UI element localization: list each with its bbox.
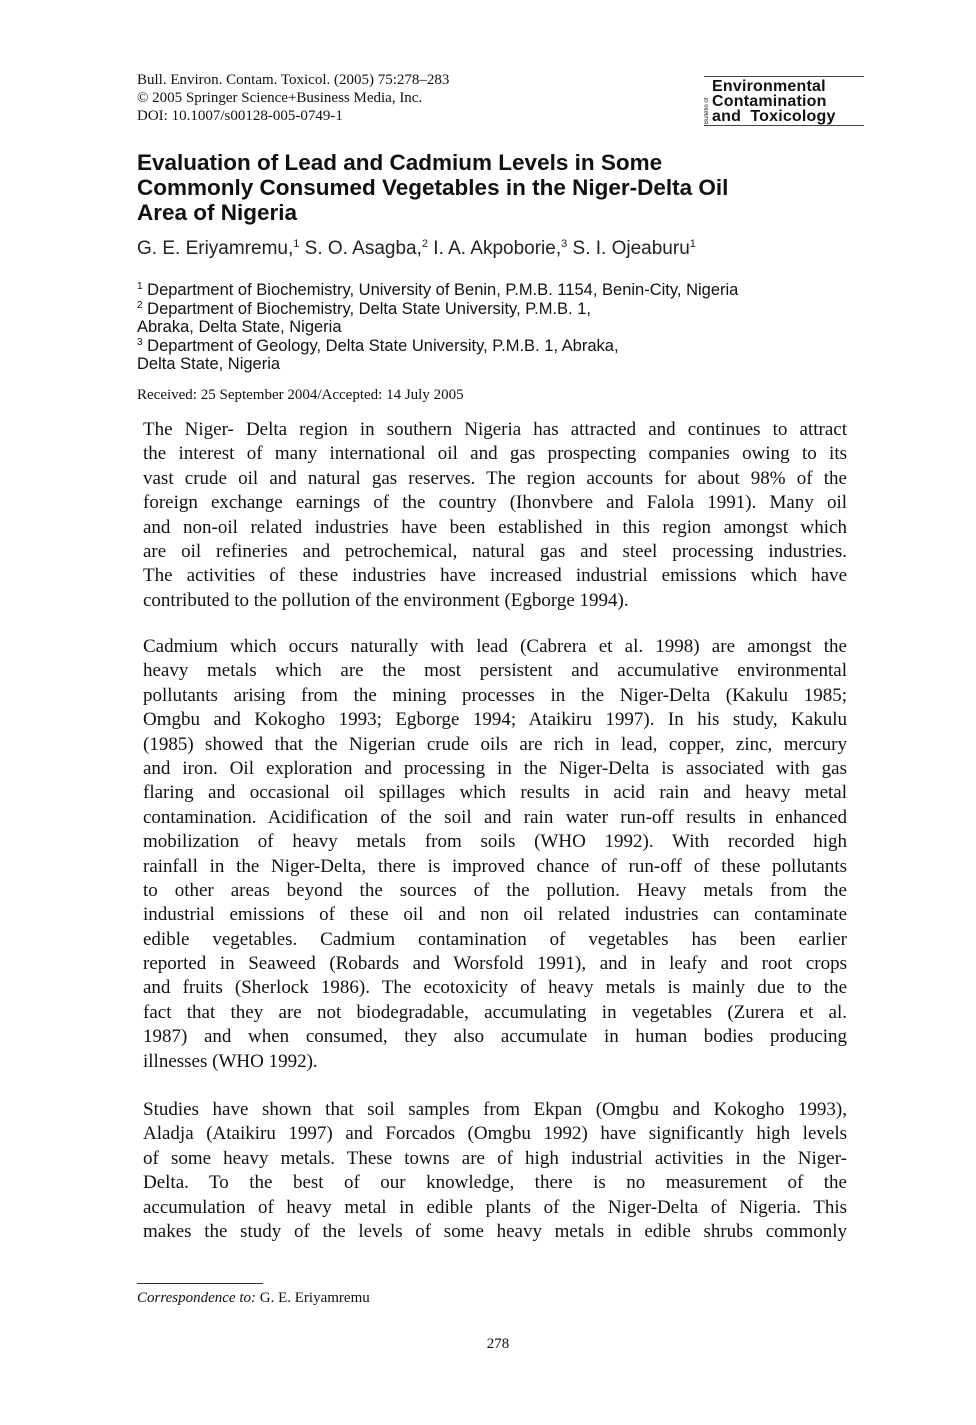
- page-number: 278: [486, 1336, 510, 1352]
- text-line: and fruits (Sherlock 1986). The ecotoxicity of heavy metals is mainly due to the: [143, 977, 847, 999]
- author-list: [137, 237, 696, 261]
- logo-line: and Toxicology: [712, 108, 836, 125]
- text-line: edible vegetables. Cadmium contamination of vegetables has been earlier: [143, 928, 847, 950]
- text-line: The activities of these industries have increased industrial emissions which have: [143, 565, 847, 587]
- affil-mark: 1: [689, 238, 696, 250]
- journal-logo: [704, 76, 864, 126]
- text-line: illnesses (WHO 1992).: [143, 1050, 318, 1072]
- text-line: the interest of many international oil and gas prospecting companies owing to its: [143, 443, 847, 465]
- copyright: © 2005 Springer Science+Business Media, Inc.: [137, 90, 423, 106]
- text-line: makes the study of the levels of some heavy metals in edible shrubs commonly: [143, 1220, 847, 1242]
- affiliation-text: Department of Biochemistry, Delta State University, P.M.B. 1,: [142, 299, 591, 318]
- correspondence-footnote: [137, 1289, 370, 1307]
- text-line: of some heavy metals. These towns are of high industrial activities in the Niger-: [143, 1147, 847, 1169]
- text-line: flaring and occasional oil spillages which results in acid rain and heavy metal: [143, 782, 847, 804]
- text-line: 1987) and when consumed, they also accumulate in human bodies producing: [143, 1026, 847, 1048]
- text-line: pollutants arising from the mining processes in the Niger-Delta (Kakulu 1985;: [143, 684, 847, 706]
- text-line: fact that they are not biodegradable, accumulating in vegetables (Zurera et al.: [143, 1001, 847, 1023]
- affiliation-text: Delta State, Nigeria: [137, 355, 281, 373]
- affiliation-text: Department of Biochemistry, University of Benin, P.M.B. 1154, Benin-City, Nigeria: [142, 281, 739, 299]
- affiliation-text: Department of Geology, Delta State University, P.M.B. 1, Abraka,: [142, 336, 619, 355]
- affiliation: [137, 300, 738, 337]
- author: G. E. Eriyamremu,: [137, 238, 294, 259]
- body-paragraph: [143, 635, 847, 1074]
- author: I. A. Akpoborie,: [428, 238, 562, 259]
- text-line: Cadmium which occurs naturally with lead (Cabrera et al. 1998) are amongst the: [143, 636, 847, 657]
- text-line: contributed to the pollution of the environment (Egborge 1994).: [143, 589, 629, 611]
- text-line: Delta. To the best of our knowledge, there is no measurement of the: [143, 1172, 847, 1194]
- text-line: The Niger- Delta region in southern Nigeria has attracted and continues to attract: [143, 419, 847, 440]
- logo-line: Contamination: [712, 93, 827, 110]
- text-line: rainfall in the Niger-Delta, there is improved chance of run-off of these pollutants: [143, 855, 847, 877]
- text-line: Aladja (Ataikiru 1997) and Forcados (Omgbu 1992) have significantly high levels: [143, 1123, 847, 1145]
- affil-mark: 1: [293, 238, 300, 250]
- text-line: mobilization of heavy metals from soils (WHO 1992). With recorded high: [143, 831, 847, 853]
- text-line: are oil refineries and petrochemical, natural gas and steel processing industries.: [143, 540, 847, 562]
- text-line: Omgbu and Kokogho 1993; Egborge 1994; Ataikiru 1997). In his study, Kakulu: [143, 709, 847, 731]
- text-line: to other areas beyond the sources of the pollution. Heavy metals from the: [143, 879, 847, 901]
- footnote-rule: [137, 1283, 263, 1284]
- text-line: Studies have shown that soil samples from Ekpan (Omgbu and Kokogho 1993),: [143, 1099, 847, 1120]
- text-line: reported in Seaweed (Robards and Worsfold 1991), and in leafy and root crops: [143, 953, 847, 975]
- footnote-name: G. E. Eriyamremu: [256, 1290, 370, 1306]
- journal-header: [137, 71, 449, 125]
- text-line: industrial emissions of these oil and non oil related industries can contaminate: [143, 904, 847, 926]
- logo-line: Environmental: [712, 78, 826, 95]
- doi: DOI: 10.1007/s00128-005-0749-1: [137, 108, 343, 124]
- citation: Bull. Environ. Contam. Toxicol. (2005) 75:278–283: [137, 72, 450, 88]
- affil-mark: 3: [137, 336, 143, 348]
- received-dates: Received: 25 September 2004/Accepted: 14 July 2005: [137, 387, 464, 403]
- logo-side-text: Bulletin of: [704, 97, 710, 124]
- affil-mark: 1: [137, 281, 143, 292]
- author: S. I. Ojeaburu: [567, 238, 690, 259]
- text-line: accumulation of heavy metal in edible plants of the Niger-Delta of Nigeria. This: [143, 1196, 847, 1218]
- text-line: and non-oil related industries have been established in this region amongst which: [143, 516, 847, 538]
- title-line: Commonly Consumed Vegetables in the Niger-Delta Oil: [137, 175, 729, 200]
- affiliation: [137, 281, 738, 300]
- title-line: Evaluation of Lead and Cadmium Levels in Some: [137, 150, 663, 175]
- affil-mark: 2: [421, 238, 429, 250]
- affil-mark: 2: [137, 299, 143, 311]
- affiliations: [137, 281, 738, 374]
- body-paragraph: [143, 418, 847, 613]
- article-title: [137, 150, 897, 225]
- author: S. O. Asagba,: [299, 238, 422, 259]
- text-line: heavy metals which are the most persistent and accumulative environmental: [143, 660, 847, 682]
- text-line: contamination. Acidification of the soil and rain water run-off results in enhanced: [143, 806, 847, 828]
- affiliation-text: Abraka, Delta State, Nigeria: [137, 318, 342, 336]
- affiliation: [137, 337, 738, 374]
- footnote-label: Correspondence to:: [137, 1290, 257, 1306]
- body-paragraph: [143, 1098, 847, 1244]
- text-line: and iron. Oil exploration and processing in the Niger-Delta is associated with gas: [143, 757, 847, 779]
- affil-mark: 3: [561, 238, 568, 250]
- text-line: foreign exchange earnings of the country (Ihonvbere and Falola 1991). Many oil: [143, 492, 847, 514]
- text-line: (1985) showed that the Nigerian crude oils are rich in lead, copper, zinc, mercury: [143, 733, 847, 755]
- text-line: vast crude oil and natural gas reserves. The region accounts for about 98% of the: [143, 467, 847, 489]
- title-line: Area of Nigeria: [137, 200, 298, 225]
